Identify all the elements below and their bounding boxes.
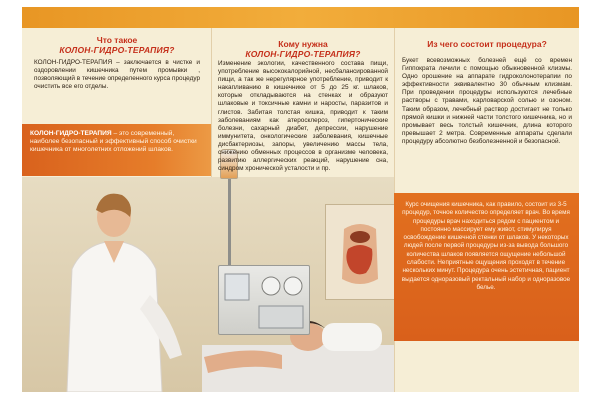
panel3-orange-box [394,193,579,341]
pillow [322,323,382,351]
machine-panel-left [225,274,249,300]
panel1-band-lead: КОЛОН-ГИДРО-ТЕРАПИЯ [30,130,112,137]
top-color-bar [22,7,579,28]
panel2-heading-line1: Кому нужна [278,39,328,49]
panel1-heading-line1: Что такое [96,35,138,45]
hydrotherapy-machine [218,265,310,335]
machine-gauge [262,277,280,295]
machine-gauges [219,266,311,336]
panel2-heading [217,39,389,59]
machine-gauge [284,277,302,295]
panel3-heading: Из чего состоит процедура? [427,39,547,49]
liver-illustration [350,231,370,243]
panel1-band-text [30,130,198,155]
panel1-band-rest: – это современный, наиболее безопасный и эффективный способ очистки кишечника от многолетних отложений шлаков. [30,130,197,154]
panel1-highlight-band [22,124,211,176]
panel3-body: Букет всевозможных болезней ещё со времен Гиппократа лечили с помощью обыкновенной клизмы. Одно орошение на аппарате гидроколонотерапии по эффективности эквивалентно 30 обычным клизмам. При проведении процедуры используются лечебные растворы с травами, карловарской солью и озоном. Таким образом, лечебный раствор достигает не только прямой кишки и нижней части толстого кишечника, но и промывает весь толстый кишечник, длина которого превышает 2 метра. Современные аппараты сделали процедуру абсолютно безболезненной и безопасной. [402,57,572,145]
panel1-body: КОЛОН-ГИДРО-ТЕРАПИЯ – заключается в чистке и оздоровлении кишечника путем промывки , позволяющий в течение определенного курса процедур очистить все его отделы. [34,59,200,91]
brochure-spread [22,7,579,392]
panel3-orange-text: Курс очищения кишечника, как правило, состоит из 3-5 процедур, точное количество определяет врач. Во время процедуры врач находиться рядом с пациентом и постоянно массирует ему живот, стимулируя освобождение кишечной стенки от шлаков. У некоторых людей после первой процедуры из-за вывода большого количества шлаков появляется ощущение небольшой слабости. Неприятные ощущения проходят в течение нескольких минут. Процедура очень эстетичная, пациент выдается одноразовый ректальный набор и одноразовое белье. [401,201,571,291]
panel1-heading [32,35,202,55]
machine-panel-right [259,306,303,328]
panel2-heading-line2: КОЛОН-ГИДРО-ТЕРАПИЯ? [245,49,361,59]
panel2-body: Изменение экологии, качественного состава пищи, употребление высококалорийной, несбалансированной пищи, а так же нерегулярное употребление, приводит к накапливанию в кишечнике от 5 до 25 кг. шлаков, которые откладываются на стенках и образуют шлаковые и токсичные камни и наросты, паразитов и глистов. Забитая толстая кишка, приводит к таким заболеваниям как атеросклероз, гипертонические болезни, сахарный диабет, депрессии, нарушение иммунитета, онкологические заболевания, кишечные дисбактериозы, запоры, увеличению массы тела, снижению обменных процессов в организме человека, развитию аллергических реакций, нарушение сна, синдром хронической усталости и пр. [218,60,388,173]
panel1-heading-line2: КОЛОН-ГИДРО-ТЕРАПИЯ? [59,45,175,55]
